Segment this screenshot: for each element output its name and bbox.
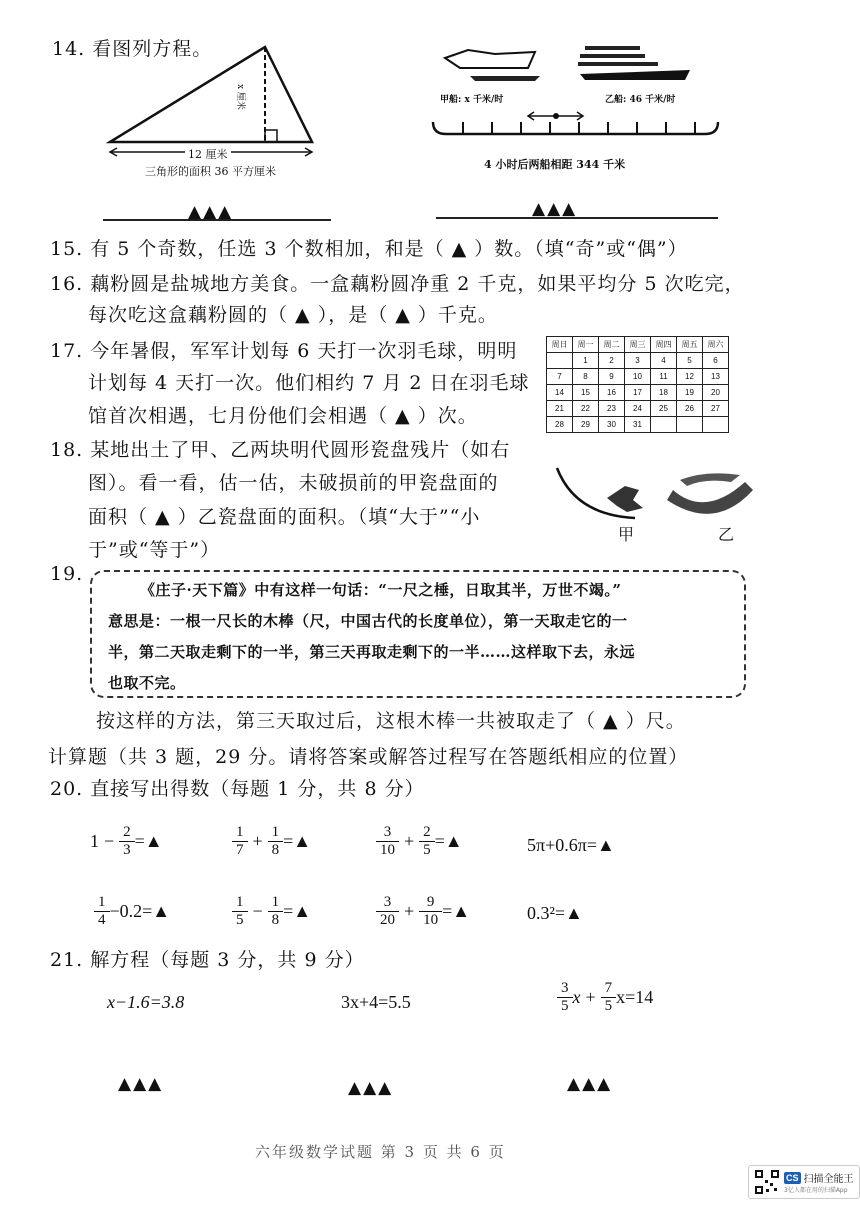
q18-line4: 于”或“等于”） <box>88 539 221 561</box>
plate-label-b: 乙 <box>718 525 735 544</box>
cs-badge-icon: CS <box>786 1172 799 1183</box>
triangle-caption: 三角形的面积 36 平方厘米 <box>145 165 276 178</box>
numerator: 1 <box>236 894 244 910</box>
calendar-day: 10 <box>625 369 651 385</box>
calendar-week <box>547 385 729 401</box>
expr-1: 1 − $\frac{2}{3}$ =▲ <box>90 824 163 858</box>
q17-line2: 计划每 4 天打一次。他们相约 7 月 2 日在羽毛球 <box>88 372 530 394</box>
expr-7: $\frac{3}{20}$ + $\frac{9}{10}$ =▲ <box>376 894 470 929</box>
calendar-header-row <box>547 337 729 353</box>
denominator: 5 <box>236 912 244 928</box>
expr-5 <box>94 894 170 929</box>
ship-caption: 4 小时后两船相距 344 千米 <box>484 158 626 171</box>
calendar-day: 16 <box>599 385 625 401</box>
calendar-day: 30 <box>599 417 625 433</box>
calendar-week <box>547 401 729 417</box>
calendar-day: 25 <box>651 401 677 417</box>
plate-label-a: 甲 <box>618 525 635 544</box>
quote-line2: 意思是：一根一尺长的木棒（尺，中国古代的长度单位），第一天取走它的一 <box>108 612 628 630</box>
quote-line3: 半，第二天取走剩下的一半，第三天再取走剩下的一半……这样取下去，永远 <box>108 643 636 661</box>
calendar-header: 周一 <box>573 337 599 353</box>
numerator: 1 <box>271 824 280 840</box>
calendar-day: 12 <box>677 369 703 385</box>
answer-1: ▲▲▲ <box>118 1074 164 1094</box>
calendar-day <box>703 417 729 433</box>
scanner-brand: 扫描全能王 <box>803 1174 854 1185</box>
q14-answer-right: ▲▲▲ <box>532 199 578 219</box>
calendar-day: 1 <box>573 353 599 369</box>
fraction <box>421 894 440 929</box>
calendar-header: 周二 <box>599 337 625 353</box>
expr-8: 0.3²=▲ <box>527 903 583 923</box>
denominator: 5 <box>423 842 431 858</box>
q18-line3: 面积（ ▲ ）乙瓷盘面的面积。（填“大于”“小 <box>88 506 481 528</box>
fraction <box>234 894 246 929</box>
calendar-header: 周六 <box>703 337 729 353</box>
q17-line1: 17. 今年暑假，军军计划每 6 天打一次羽毛球，明明 <box>50 340 518 362</box>
calendar-header: 周四 <box>651 337 677 353</box>
denominator: 5 <box>561 998 569 1014</box>
numerator: 1 <box>98 894 106 910</box>
calendar-day: 21 <box>547 401 573 417</box>
expr-1-result: =▲ <box>134 831 163 851</box>
equation-3-rhs: x=14 <box>616 987 654 1007</box>
plate-shards-figure <box>555 460 760 530</box>
expr-3: $\frac{3}{10}$ + $\frac{2}{5}$ =▲ <box>376 824 463 859</box>
numerator: 3 <box>383 824 392 840</box>
equation-1: x−1.6=3.8 <box>107 992 185 1012</box>
fraction <box>559 980 571 1015</box>
expr-2: $\frac{1}{7}$ + $\frac{1}{8}$ =▲ <box>232 824 311 859</box>
calendar-day: 19 <box>677 385 703 401</box>
q21-title: 21. 解方程（每题 3 分，共 9 分） <box>50 949 365 971</box>
july-calendar <box>546 336 729 433</box>
q20-title: 20. 直接写出得数（每题 1 分，共 8 分） <box>50 778 425 800</box>
triangle-figure <box>105 42 320 162</box>
calendar-week <box>547 353 729 369</box>
calendar-day: 14 <box>547 385 573 401</box>
calendar-day: 15 <box>573 385 599 401</box>
scanner-slogan: 3亿人都在用的扫描App <box>784 1187 848 1194</box>
numerator: 9 <box>426 894 435 910</box>
numerator: 1 <box>271 894 280 910</box>
numerator: 7 <box>604 980 613 996</box>
quote-line4: 也取不完。 <box>108 674 186 692</box>
expr-4: 5π+0.6π=▲ <box>527 835 615 855</box>
fraction <box>96 894 108 929</box>
expr-6-result: =▲ <box>283 901 312 921</box>
calendar-day <box>677 417 703 433</box>
calendar-day: 29 <box>573 417 599 433</box>
calendar-day: 9 <box>599 369 625 385</box>
calendar-day: 23 <box>599 401 625 417</box>
calendar-day: 4 <box>651 353 677 369</box>
q15-text: 15. 有 5 个奇数，任选 3 个数相加，和是（ ▲ ）数。（填“奇”或“偶”） <box>50 238 688 260</box>
calendar-day: 20 <box>703 385 729 401</box>
q18-line1: 18. 某地出土了甲、乙两块明代圆形瓷盘残片（如右 <box>50 439 511 461</box>
denominator: 4 <box>98 912 106 928</box>
denominator: 10 <box>380 842 395 858</box>
q14-label: 14. 看图列方程。 <box>52 38 213 60</box>
numerator: 2 <box>123 824 131 840</box>
q14-answer-left: ▲▲▲ <box>188 202 234 222</box>
denominator: 3 <box>123 842 131 858</box>
calendar-day: 6 <box>703 353 729 369</box>
expr-2-result: =▲ <box>283 831 312 851</box>
answer-2: ▲▲▲ <box>348 1078 394 1098</box>
page-footer: 六年级数学试题 第 3 页 共 6 页 <box>255 1143 506 1161</box>
expr-1-int: 1 <box>90 831 99 851</box>
ship-b-label: 乙船: 46 千米/时 <box>605 95 676 105</box>
numerator: 3 <box>383 894 392 910</box>
calendar-day: 8 <box>573 369 599 385</box>
distance-scale <box>428 108 723 140</box>
ship-a-label: 甲船: x 千米/时 <box>440 95 504 105</box>
calendar-day: 17 <box>625 385 651 401</box>
fraction <box>421 824 433 859</box>
expr-6: $\frac{1}{5}$ − $\frac{1}{8}$ =▲ <box>232 894 311 929</box>
fraction <box>378 824 397 859</box>
q17-line3: 馆首次相遇，七月份他们会相遇（ ▲ ）次。 <box>88 405 478 427</box>
calendar-week <box>547 417 729 433</box>
fraction <box>270 824 282 859</box>
q16-line2: 每次吃这盒藕粉圆的（ ▲ ），是（ ▲ ）千克。 <box>88 304 498 326</box>
calendar-day: 18 <box>651 385 677 401</box>
ships-figure <box>440 40 695 85</box>
denominator: 5 <box>604 998 613 1014</box>
equation-3: $\frac{3}{5}$ x + $\frac{7}{5}$ x=14 <box>557 980 653 1015</box>
q18-line2: 图）。看一看，估一估，未破损前的甲瓷盘面的 <box>88 472 499 494</box>
equation-2: 3x+4=5.5 <box>341 992 411 1012</box>
numerator: 3 <box>561 980 569 996</box>
calendar-day <box>547 353 573 369</box>
answer-3: ▲▲▲ <box>567 1074 613 1094</box>
calendar-header: 周五 <box>677 337 703 353</box>
calendar-day: 31 <box>625 417 651 433</box>
quote-line1: 《庄子·天下篇》中有这样一句话：“一尺之棰，日取其半，万世不竭。” <box>140 581 622 599</box>
calendar-week <box>547 369 729 385</box>
qr-code-icon <box>754 1169 780 1195</box>
calendar-day: 26 <box>677 401 703 417</box>
scanner-watermark <box>748 1165 860 1199</box>
section-title: 计算题（共 3 题，29 分。请将答案或解答过程写在答题纸相应的位置） <box>48 746 689 768</box>
calendar-day: 22 <box>573 401 599 417</box>
calendar-day: 11 <box>651 369 677 385</box>
calendar-day: 27 <box>703 401 729 417</box>
calendar-day: 2 <box>599 353 625 369</box>
expr-3-result: =▲ <box>434 831 463 851</box>
expr-7-result: =▲ <box>442 901 471 921</box>
calendar-day <box>651 417 677 433</box>
triangle-base-label: 12 厘米 <box>185 146 231 162</box>
fraction <box>234 824 246 859</box>
denominator: 10 <box>423 912 439 928</box>
denominator: 8 <box>271 842 280 858</box>
calendar-day: 28 <box>547 417 573 433</box>
denominator: 8 <box>271 912 280 928</box>
numerator: 2 <box>423 824 431 840</box>
expr-5-result: −0.2=▲ <box>109 901 171 921</box>
triangle-height-label: x 厘米 <box>235 84 245 110</box>
calendar-day: 5 <box>677 353 703 369</box>
calendar-header: 周三 <box>625 337 651 353</box>
calendar-day: 24 <box>625 401 651 417</box>
q19-number: 19. <box>50 563 84 585</box>
fraction <box>270 894 282 929</box>
fraction <box>378 894 397 929</box>
calendar-day: 13 <box>703 369 729 385</box>
calendar-day: 7 <box>547 369 573 385</box>
denominator: 7 <box>236 842 244 858</box>
q19-question: 按这样的方法，第三天取过后，这根木棒一共被取走了（ ▲ ）尺。 <box>96 710 686 732</box>
calendar-header: 周日 <box>547 337 573 353</box>
calendar-day: 3 <box>625 353 651 369</box>
numerator: 1 <box>236 824 244 840</box>
fraction <box>121 824 133 859</box>
denominator: 20 <box>380 912 395 928</box>
fraction <box>603 980 615 1015</box>
q16-line1: 16. 藕粉圆是盐城地方美食。一盒藕粉圆净重 2 千克，如果平均分 5 次吃完， <box>50 273 745 295</box>
